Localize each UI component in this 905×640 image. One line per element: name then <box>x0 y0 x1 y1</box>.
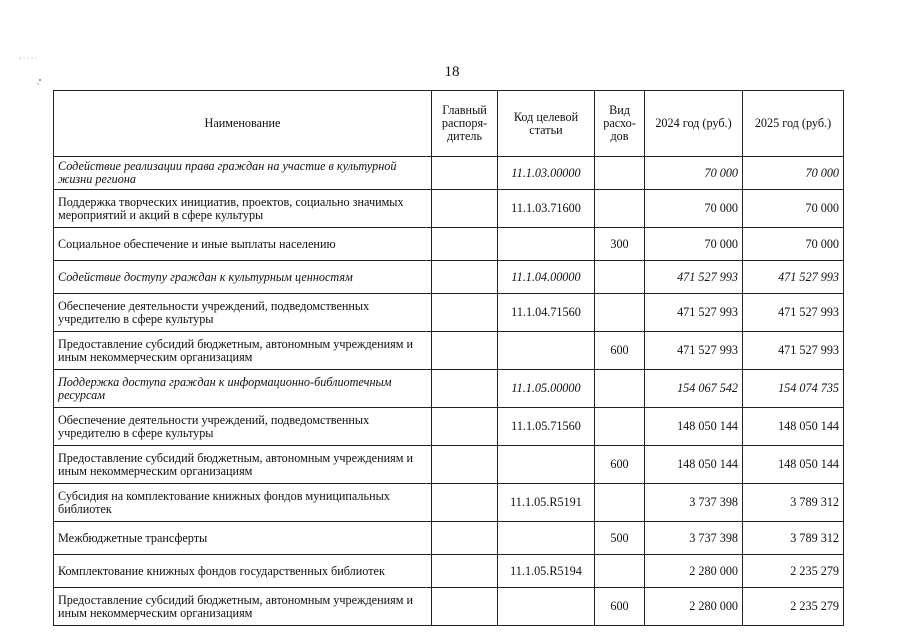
row-2025-amount-cell: 148 050 144 <box>743 408 844 446</box>
row-name-cell: Содействие доступу граждан к культурным ценностям <box>54 261 432 294</box>
row-name-cell: Субсидия на комплектование книжных фондов муниципальных библиотек <box>54 484 432 522</box>
row-target-code-cell: 11.1.05.00000 <box>498 370 595 408</box>
row-expense-type-cell: 600 <box>595 332 645 370</box>
header-expense-type: Вид расхо- дов <box>595 91 645 157</box>
row-2024-amount-cell: 2 280 000 <box>645 555 743 588</box>
row-name-cell: Предоставление субсидий бюджетным, автономным учреждениям и иным некоммерческим организациям <box>54 332 432 370</box>
table-row <box>54 588 844 626</box>
row-2025-amount-cell: 471 527 993 <box>743 332 844 370</box>
table-row <box>54 228 844 261</box>
header-main-admin: Главный распоря- дитель <box>432 91 498 157</box>
header-2025: 2025 год (руб.) <box>743 91 844 157</box>
row-expense-type-cell: 600 <box>595 588 645 626</box>
row-expense-type-cell <box>595 261 645 294</box>
row-expense-type-cell <box>595 484 645 522</box>
table-row <box>54 555 844 588</box>
row-2024-amount-cell: 2 280 000 <box>645 588 743 626</box>
row-2024-amount-cell: 70 000 <box>645 228 743 261</box>
table-row <box>54 190 844 228</box>
row-2025-amount-cell: 3 789 312 <box>743 522 844 555</box>
row-main-admin-cell <box>432 261 498 294</box>
header-name: Наименование <box>54 91 432 157</box>
row-2025-amount-cell: 70 000 <box>743 190 844 228</box>
row-expense-type-cell <box>595 408 645 446</box>
row-2025-amount-cell: 154 074 735 <box>743 370 844 408</box>
table-row <box>54 332 844 370</box>
row-name-cell: Обеспечение деятельности учреждений, подведомственных учредителю в сфере культуры <box>54 408 432 446</box>
row-main-admin-cell <box>432 446 498 484</box>
row-name-cell: Межбюджетные трансферты <box>54 522 432 555</box>
row-main-admin-cell <box>432 332 498 370</box>
row-name-cell: Предоставление субсидий бюджетным, автономным учреждениям и иным некоммерческим организациям <box>54 588 432 626</box>
row-2024-amount-cell: 3 737 398 <box>645 522 743 555</box>
row-2025-amount-cell: 3 789 312 <box>743 484 844 522</box>
table-row <box>54 370 844 408</box>
row-name-cell: Поддержка творческих инициатив, проектов, социально значимых мероприятий и акций в сфере культуры <box>54 190 432 228</box>
row-expense-type-cell: 600 <box>595 446 645 484</box>
row-main-admin-cell <box>432 484 498 522</box>
header-2024: 2024 год (руб.) <box>645 91 743 157</box>
row-target-code-cell: 11.1.04.71560 <box>498 294 595 332</box>
row-main-admin-cell <box>432 157 498 190</box>
row-main-admin-cell <box>432 370 498 408</box>
row-main-admin-cell <box>432 588 498 626</box>
row-name-cell: Содействие реализации права граждан на участие в культурной жизни региона <box>54 157 432 190</box>
table-row <box>54 484 844 522</box>
row-target-code-cell: 11.1.04.00000 <box>498 261 595 294</box>
row-name-cell: Поддержка доступа граждан к информационно-библиотечным ресурсам <box>54 370 432 408</box>
row-name-cell: Комплектование книжных фондов государственных библиотек <box>54 555 432 588</box>
row-target-code-cell <box>498 228 595 261</box>
row-target-code-cell <box>498 446 595 484</box>
row-expense-type-cell <box>595 370 645 408</box>
row-main-admin-cell <box>432 522 498 555</box>
row-main-admin-cell <box>432 190 498 228</box>
row-2024-amount-cell: 471 527 993 <box>645 294 743 332</box>
header-target-code: Код целевой статьи <box>498 91 595 157</box>
row-target-code-cell: 11.1.05.R5194 <box>498 555 595 588</box>
row-2024-amount-cell: 70 000 <box>645 190 743 228</box>
row-2024-amount-cell: 3 737 398 <box>645 484 743 522</box>
row-2025-amount-cell: 70 000 <box>743 157 844 190</box>
row-main-admin-cell <box>432 294 498 332</box>
row-expense-type-cell <box>595 294 645 332</box>
table-row <box>54 294 844 332</box>
row-expense-type-cell: 300 <box>595 228 645 261</box>
table-row <box>54 446 844 484</box>
row-2025-amount-cell: 148 050 144 <box>743 446 844 484</box>
row-name-cell: Предоставление субсидий бюджетным, автономным учреждениям и иным некоммерческим организациям <box>54 446 432 484</box>
row-2025-amount-cell: 2 235 279 <box>743 555 844 588</box>
row-target-code-cell <box>498 332 595 370</box>
page-number: 18 <box>444 64 460 80</box>
row-2024-amount-cell: 154 067 542 <box>645 370 743 408</box>
row-2024-amount-cell: 70 000 <box>645 157 743 190</box>
row-2024-amount-cell: 471 527 993 <box>645 332 743 370</box>
row-2025-amount-cell: 2 235 279 <box>743 588 844 626</box>
row-main-admin-cell <box>432 555 498 588</box>
row-target-code-cell: 11.1.05.R5191 <box>498 484 595 522</box>
table-row <box>54 408 844 446</box>
row-main-admin-cell <box>432 228 498 261</box>
table-row <box>54 261 844 294</box>
row-expense-type-cell <box>595 190 645 228</box>
row-target-code-cell: 11.1.05.71560 <box>498 408 595 446</box>
row-2025-amount-cell: 471 527 993 <box>743 261 844 294</box>
table-row <box>54 522 844 555</box>
table-header-row <box>54 91 844 157</box>
row-name-cell: Обеспечение деятельности учреждений, подведомственных учредителю в сфере культуры <box>54 294 432 332</box>
row-expense-type-cell: 500 <box>595 522 645 555</box>
row-2024-amount-cell: 148 050 144 <box>645 408 743 446</box>
row-2025-amount-cell: 471 527 993 <box>743 294 844 332</box>
row-target-code-cell <box>498 522 595 555</box>
row-2024-amount-cell: 471 527 993 <box>645 261 743 294</box>
scan-speck-marks <box>18 56 58 86</box>
row-main-admin-cell <box>432 408 498 446</box>
row-target-code-cell <box>498 588 595 626</box>
row-2024-amount-cell: 148 050 144 <box>645 446 743 484</box>
row-expense-type-cell <box>595 555 645 588</box>
row-name-cell: Социальное обеспечение и иные выплаты населению <box>54 228 432 261</box>
table-row <box>54 157 844 190</box>
row-2025-amount-cell: 70 000 <box>743 228 844 261</box>
row-expense-type-cell <box>595 157 645 190</box>
row-target-code-cell: 11.1.03.71600 <box>498 190 595 228</box>
row-target-code-cell: 11.1.03.00000 <box>498 157 595 190</box>
budget-table <box>53 90 844 626</box>
